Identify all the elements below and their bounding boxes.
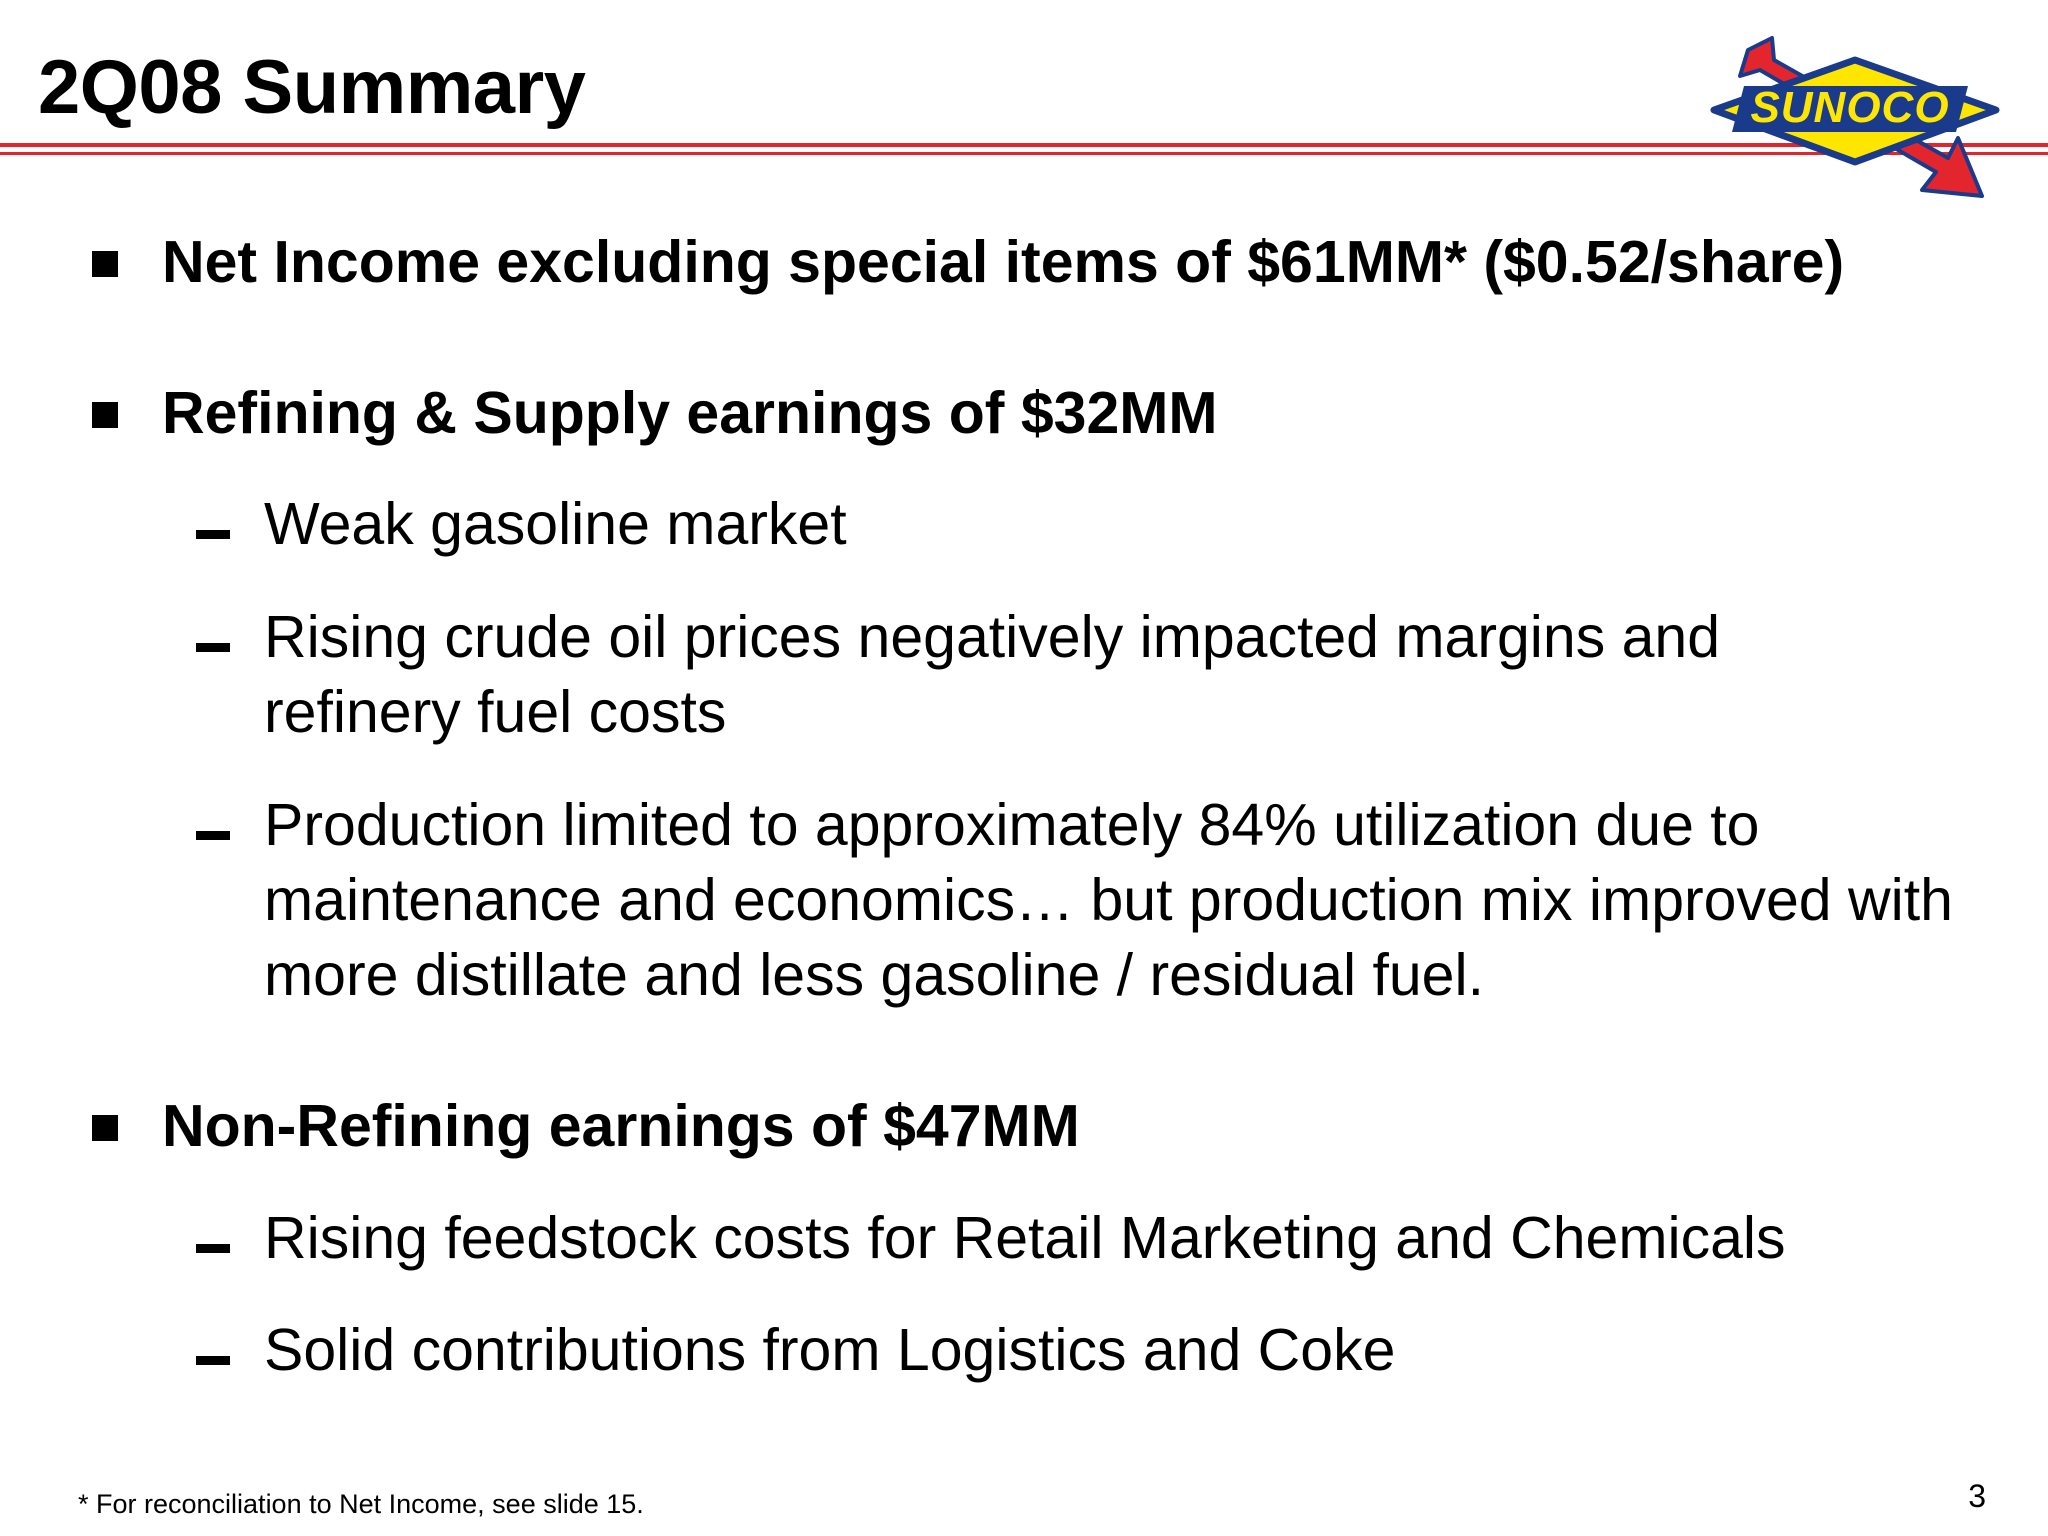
bullet-net-income: Net Income excluding special items of $61MM* ($0.52/share) xyxy=(162,229,1845,295)
bullet-refining-supply: Refining & Supply earnings of $32MM xyxy=(162,380,1218,446)
sunoco-logo xyxy=(1700,10,2010,200)
dash-bullet-icon xyxy=(196,831,230,840)
sub-bullet-feedstock-costs: Rising feedstock costs for Retail Marketing and Chemicals xyxy=(264,1205,1786,1271)
bullet-square-icon xyxy=(92,402,118,428)
sub-bullet-crude-prices: Rising crude oil prices negatively impacted margins and refinery fuel costs xyxy=(264,604,1721,745)
sub-bullet-production-limited: Production limited to approximately 84% utilization due to maintenance and economics… but production mix improved with more distillate and less gasoline / residual fuel. xyxy=(264,792,1953,1008)
dash-bullet-icon xyxy=(196,530,230,539)
bullet-non-refining: Non-Refining earnings of $47MM xyxy=(162,1093,1080,1159)
sub-bullet-weak-gasoline: Weak gasoline market xyxy=(264,491,847,557)
dash-bullet-icon xyxy=(196,1356,230,1365)
dash-bullet-icon xyxy=(196,643,230,652)
sub-bullet-logistics-coke: Solid contributions from Logistics and Coke xyxy=(264,1317,1396,1383)
logo-text: SUNOCO xyxy=(1750,83,1950,132)
bullet-square-icon xyxy=(92,1115,118,1141)
slide-title: 2Q08 Summary xyxy=(38,45,586,130)
bullet-square-icon xyxy=(92,251,118,277)
page-number: 3 xyxy=(1968,1478,1986,1514)
footnote: * For reconciliation to Net Income, see slide 15. xyxy=(78,1489,644,1519)
dash-bullet-icon xyxy=(196,1244,230,1253)
